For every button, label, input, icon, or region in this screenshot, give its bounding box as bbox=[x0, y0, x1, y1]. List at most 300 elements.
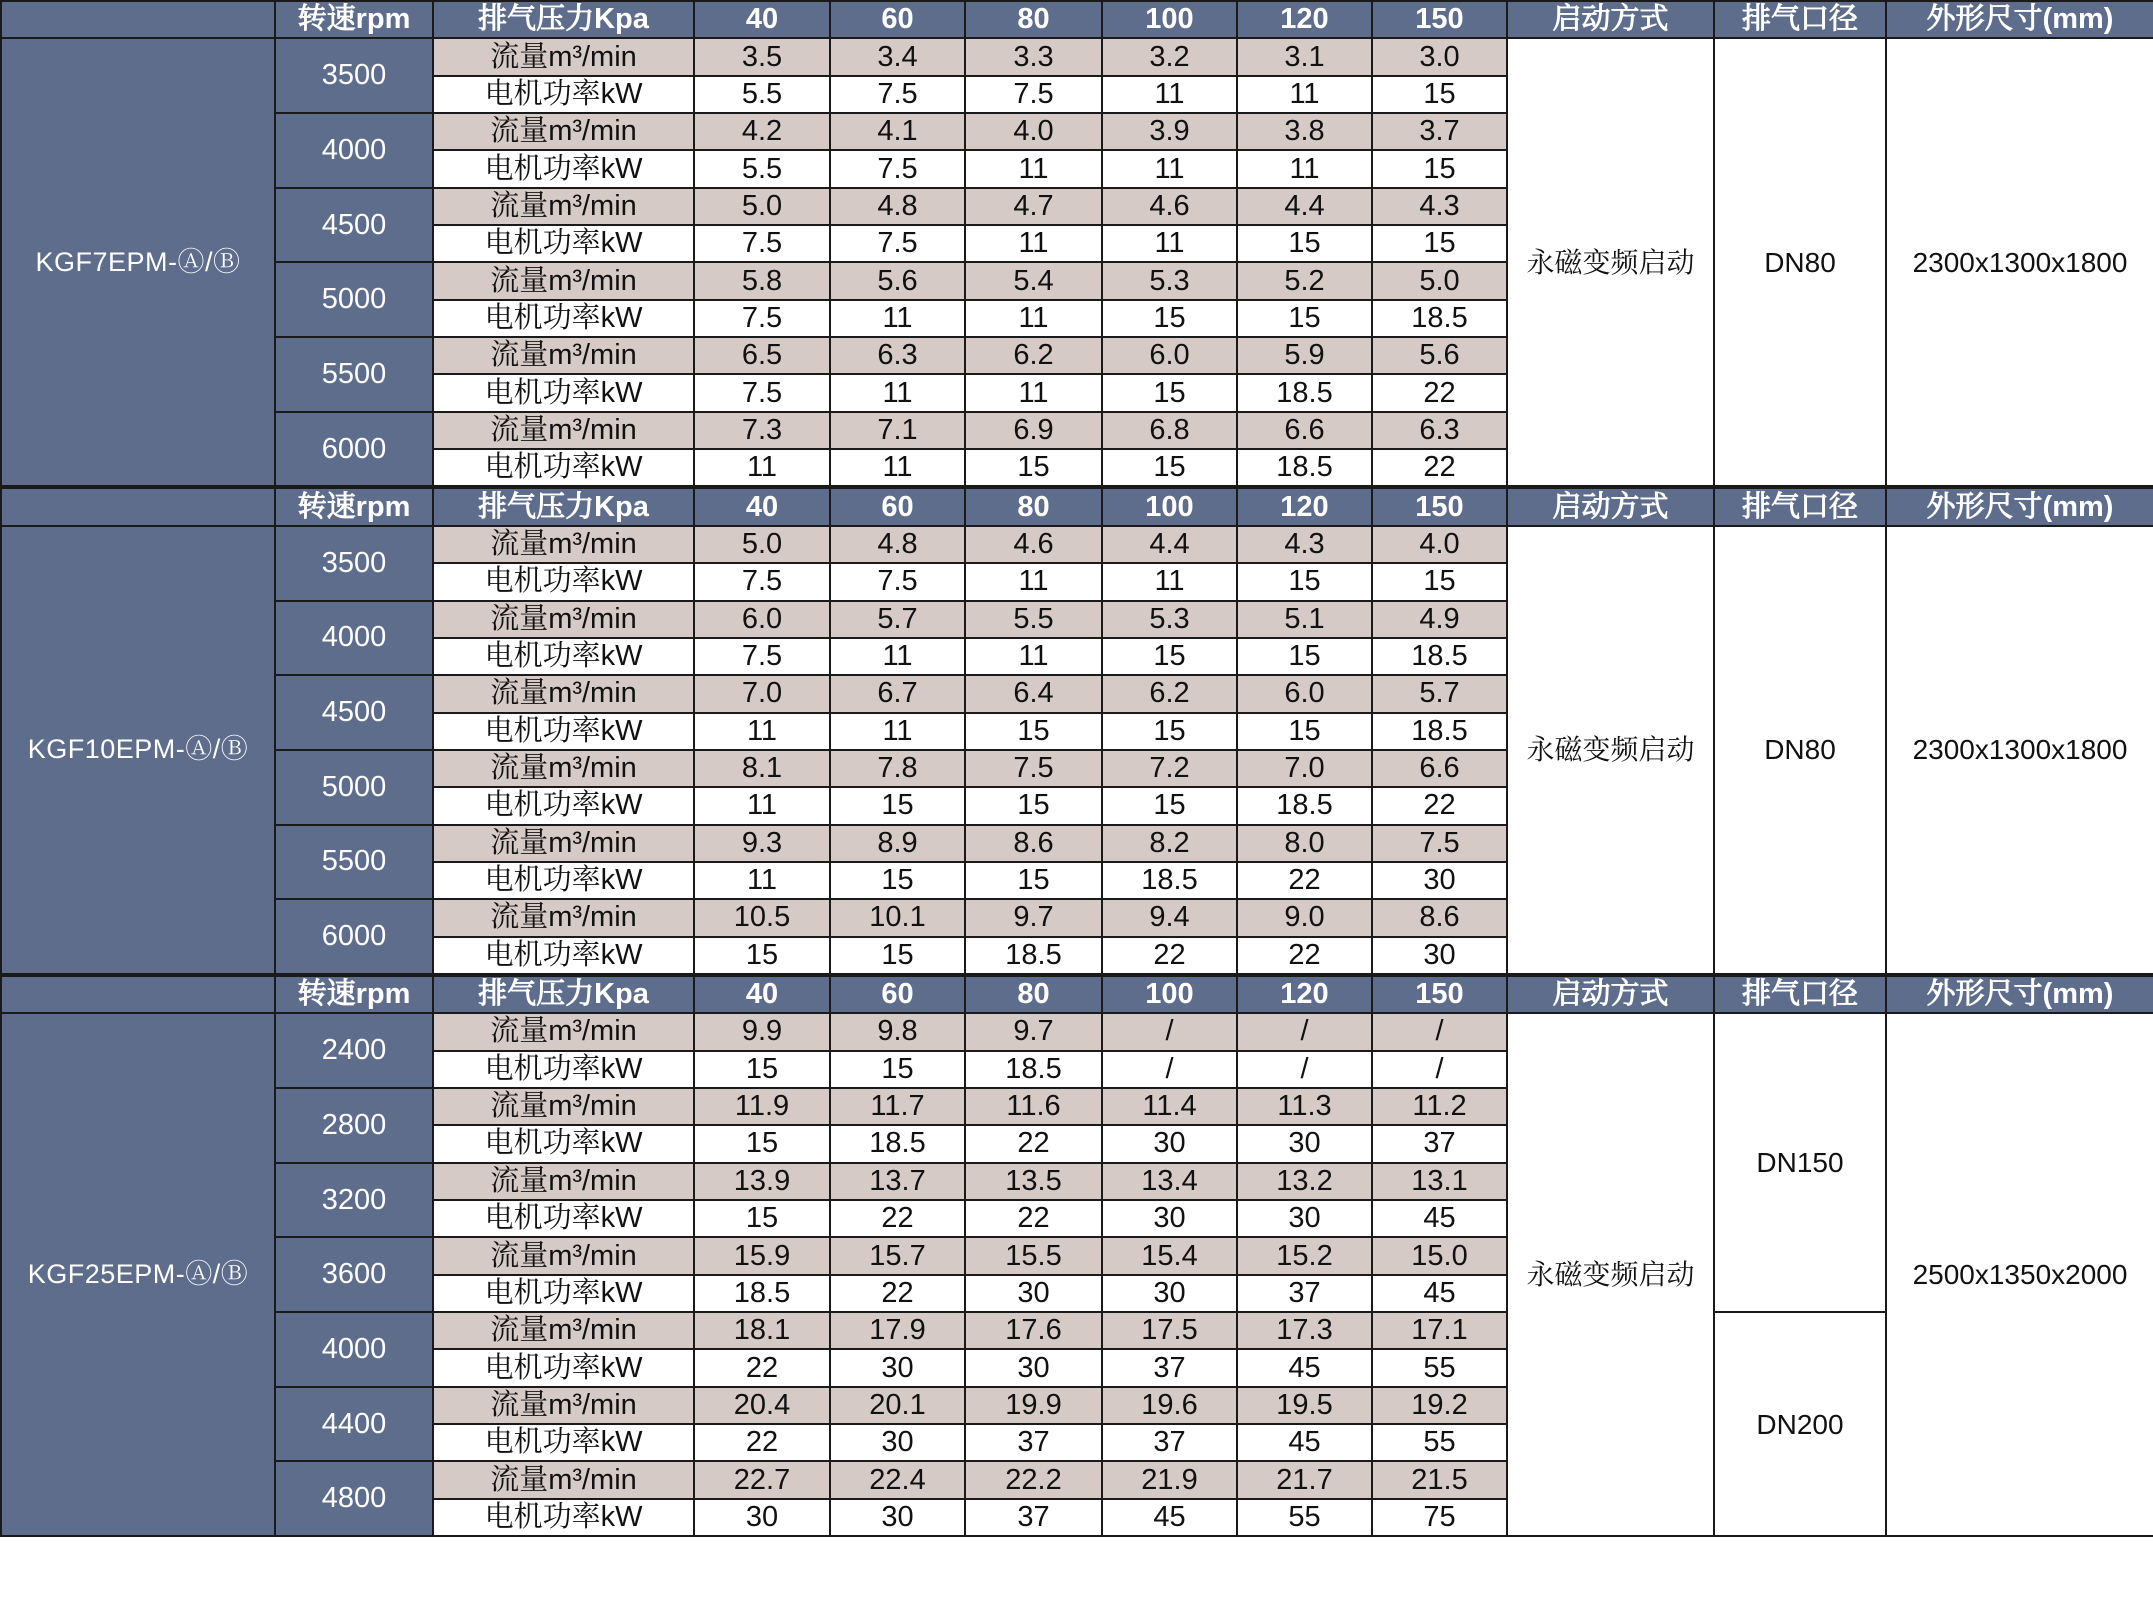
flow-value: 7.2 bbox=[1102, 750, 1237, 787]
flow-label: 流量m³/min bbox=[433, 262, 694, 299]
flow-row bbox=[1, 1312, 2153, 1349]
flow-value: 21.9 bbox=[1102, 1461, 1237, 1498]
flow-value: 3.7 bbox=[1372, 113, 1507, 150]
flow-value: 4.9 bbox=[1372, 601, 1507, 638]
power-value: 7.5 bbox=[830, 76, 965, 113]
power-value: 15 bbox=[694, 1125, 830, 1162]
flow-value: 13.4 bbox=[1102, 1163, 1237, 1200]
outlet-value: DN80 bbox=[1714, 526, 1886, 975]
power-value: 15 bbox=[1237, 563, 1372, 600]
flow-value: 9.9 bbox=[694, 1013, 830, 1050]
power-value: 45 bbox=[1237, 1349, 1372, 1386]
header-row bbox=[1, 1, 2153, 38]
speed-rpm: 4800 bbox=[275, 1461, 433, 1536]
flow-value: 5.2 bbox=[1237, 262, 1372, 299]
power-value: 45 bbox=[1237, 1424, 1372, 1461]
power-value: 15 bbox=[965, 713, 1102, 750]
flow-value: 22.7 bbox=[694, 1461, 830, 1498]
outlet-value: DN150 bbox=[1714, 1013, 1886, 1312]
flow-value: 17.9 bbox=[830, 1312, 965, 1349]
flow-value: 6.3 bbox=[1372, 412, 1507, 449]
speed-rpm: 3500 bbox=[275, 526, 433, 601]
flow-value: 13.1 bbox=[1372, 1163, 1507, 1200]
header-pressure-value: 80 bbox=[965, 1, 1102, 38]
flow-label: 流量m³/min bbox=[433, 1163, 694, 1200]
power-label: 电机功率kW bbox=[433, 1349, 694, 1386]
flow-value: 4.2 bbox=[694, 113, 830, 150]
flow-value: 6.7 bbox=[830, 675, 965, 712]
header-speed: 转速rpm bbox=[275, 487, 433, 525]
power-value: 15 bbox=[830, 787, 965, 824]
power-value: 15 bbox=[1102, 638, 1237, 675]
power-value: 7.5 bbox=[965, 76, 1102, 113]
flow-row bbox=[1, 1013, 2153, 1050]
power-label: 电机功率kW bbox=[433, 713, 694, 750]
power-value: 55 bbox=[1372, 1424, 1507, 1461]
power-label: 电机功率kW bbox=[433, 1275, 694, 1312]
power-value: 18.5 bbox=[1372, 300, 1507, 337]
power-value: 15 bbox=[830, 937, 965, 975]
power-value: 30 bbox=[965, 1349, 1102, 1386]
flow-label: 流量m³/min bbox=[433, 1387, 694, 1424]
flow-value: 5.0 bbox=[694, 188, 830, 225]
header-blank-cell bbox=[1, 487, 275, 525]
power-value: / bbox=[1372, 1051, 1507, 1088]
speed-rpm: 5000 bbox=[275, 262, 433, 337]
flow-label: 流量m³/min bbox=[433, 38, 694, 75]
power-value: 18.5 bbox=[965, 1051, 1102, 1088]
flow-value: 17.3 bbox=[1237, 1312, 1372, 1349]
flow-label: 流量m³/min bbox=[433, 750, 694, 787]
speed-rpm: 4500 bbox=[275, 675, 433, 750]
flow-value: 15.4 bbox=[1102, 1237, 1237, 1274]
flow-value: 11.6 bbox=[965, 1088, 1102, 1125]
flow-value: 3.2 bbox=[1102, 38, 1237, 75]
power-value: 15 bbox=[965, 787, 1102, 824]
flow-value: 6.0 bbox=[694, 601, 830, 638]
power-value: 11 bbox=[830, 713, 965, 750]
dimensions-value: 2300x1300x1800 bbox=[1886, 526, 2153, 975]
power-label: 电机功率kW bbox=[433, 225, 694, 262]
power-label: 电机功率kW bbox=[433, 563, 694, 600]
power-value: 55 bbox=[1237, 1499, 1372, 1536]
power-value: 7.5 bbox=[694, 300, 830, 337]
flow-value: 5.1 bbox=[1237, 601, 1372, 638]
flow-value: 8.2 bbox=[1102, 825, 1237, 862]
header-pressure-value: 100 bbox=[1102, 487, 1237, 525]
power-value: 11 bbox=[965, 638, 1102, 675]
flow-value: 19.6 bbox=[1102, 1387, 1237, 1424]
power-value: 15 bbox=[1102, 374, 1237, 411]
flow-value: 7.8 bbox=[830, 750, 965, 787]
speed-rpm: 3500 bbox=[275, 38, 433, 113]
flow-value: 11.2 bbox=[1372, 1088, 1507, 1125]
power-value: 22 bbox=[830, 1275, 965, 1312]
power-value: 15 bbox=[1372, 150, 1507, 187]
flow-value: 15.5 bbox=[965, 1237, 1102, 1274]
header-dimensions: 外形尺寸(mm) bbox=[1886, 975, 2153, 1013]
power-value: 75 bbox=[1372, 1499, 1507, 1536]
flow-label: 流量m³/min bbox=[433, 1088, 694, 1125]
power-value: 11 bbox=[965, 300, 1102, 337]
power-value: 7.5 bbox=[694, 563, 830, 600]
flow-value: 5.0 bbox=[694, 526, 830, 563]
flow-value: 5.8 bbox=[694, 262, 830, 299]
header-pressure-value: 60 bbox=[830, 1, 965, 38]
flow-value: 8.9 bbox=[830, 825, 965, 862]
flow-value: 19.9 bbox=[965, 1387, 1102, 1424]
power-label: 电机功率kW bbox=[433, 638, 694, 675]
flow-value: 9.8 bbox=[830, 1013, 965, 1050]
flow-value: 8.6 bbox=[1372, 899, 1507, 936]
power-label: 电机功率kW bbox=[433, 76, 694, 113]
flow-value: 8.0 bbox=[1237, 825, 1372, 862]
header-dimensions: 外形尺寸(mm) bbox=[1886, 487, 2153, 525]
power-value: 11 bbox=[1102, 563, 1237, 600]
flow-value: 9.7 bbox=[965, 899, 1102, 936]
flow-value: 11.3 bbox=[1237, 1088, 1372, 1125]
flow-value: 6.6 bbox=[1237, 412, 1372, 449]
flow-row bbox=[1, 526, 2153, 563]
header-pressure-value: 120 bbox=[1237, 1, 1372, 38]
header-pressure: 排气压力Kpa bbox=[433, 975, 694, 1013]
speed-rpm: 4500 bbox=[275, 188, 433, 263]
header-pressure-value: 60 bbox=[830, 975, 965, 1013]
power-value: 30 bbox=[1237, 1125, 1372, 1162]
power-value: 45 bbox=[1372, 1200, 1507, 1237]
power-value: 22 bbox=[830, 1200, 965, 1237]
power-value: 11 bbox=[1102, 225, 1237, 262]
flow-value: 6.4 bbox=[965, 675, 1102, 712]
power-value: 30 bbox=[694, 1499, 830, 1536]
flow-value: 3.1 bbox=[1237, 38, 1372, 75]
flow-value: 17.1 bbox=[1372, 1312, 1507, 1349]
power-label: 电机功率kW bbox=[433, 1200, 694, 1237]
model-name: KGF25EPM-Ⓐ/Ⓑ bbox=[1, 1013, 275, 1536]
power-value: 22 bbox=[1372, 449, 1507, 487]
header-pressure-value: 40 bbox=[694, 1, 830, 38]
flow-label: 流量m³/min bbox=[433, 412, 694, 449]
header-pressure-value: 100 bbox=[1102, 1, 1237, 38]
power-value: 55 bbox=[1372, 1349, 1507, 1386]
header-pressure-value: 60 bbox=[830, 487, 965, 525]
power-value: 22 bbox=[965, 1125, 1102, 1162]
speed-rpm: 4000 bbox=[275, 601, 433, 676]
flow-value: 5.3 bbox=[1102, 262, 1237, 299]
power-label: 电机功率kW bbox=[433, 1424, 694, 1461]
power-value: 11 bbox=[1237, 150, 1372, 187]
power-value: 7.5 bbox=[830, 150, 965, 187]
flow-value: 6.2 bbox=[965, 337, 1102, 374]
flow-label: 流量m³/min bbox=[433, 1461, 694, 1498]
power-value: 37 bbox=[1372, 1125, 1507, 1162]
flow-value: 3.8 bbox=[1237, 113, 1372, 150]
speed-rpm: 3200 bbox=[275, 1163, 433, 1238]
flow-label: 流量m³/min bbox=[433, 825, 694, 862]
power-value: 11 bbox=[830, 374, 965, 411]
power-value: 30 bbox=[1102, 1125, 1237, 1162]
flow-value: 6.9 bbox=[965, 412, 1102, 449]
power-value: 22 bbox=[694, 1349, 830, 1386]
flow-value: 5.7 bbox=[830, 601, 965, 638]
header-pressure-value: 120 bbox=[1237, 975, 1372, 1013]
header-start-mode: 启动方式 bbox=[1507, 1, 1714, 38]
header-start-mode: 启动方式 bbox=[1507, 487, 1714, 525]
flow-value: 8.6 bbox=[965, 825, 1102, 862]
dimensions-value: 2300x1300x1800 bbox=[1886, 38, 2153, 487]
power-value: 11 bbox=[694, 449, 830, 487]
power-value: 30 bbox=[965, 1275, 1102, 1312]
power-value: 22 bbox=[1372, 374, 1507, 411]
speed-rpm: 6000 bbox=[275, 899, 433, 975]
power-value: 30 bbox=[1372, 862, 1507, 899]
power-value: 22 bbox=[1237, 937, 1372, 975]
header-pressure-value: 40 bbox=[694, 487, 830, 525]
power-value: 11 bbox=[830, 300, 965, 337]
flow-value: 4.4 bbox=[1237, 188, 1372, 225]
flow-label: 流量m³/min bbox=[433, 899, 694, 936]
speed-rpm: 5500 bbox=[275, 337, 433, 412]
flow-value: 7.5 bbox=[965, 750, 1102, 787]
power-value: / bbox=[1102, 1051, 1237, 1088]
power-value: 18.5 bbox=[694, 1275, 830, 1312]
flow-value: 7.0 bbox=[1237, 750, 1372, 787]
flow-value: 10.1 bbox=[830, 899, 965, 936]
flow-row bbox=[1, 38, 2153, 75]
flow-value: 21.5 bbox=[1372, 1461, 1507, 1498]
power-value: 22 bbox=[1237, 862, 1372, 899]
header-row bbox=[1, 975, 2153, 1013]
flow-value: 15.7 bbox=[830, 1237, 965, 1274]
header-pressure: 排气压力Kpa bbox=[433, 1, 694, 38]
power-value: 15 bbox=[830, 862, 965, 899]
power-label: 电机功率kW bbox=[433, 449, 694, 487]
flow-value: 5.7 bbox=[1372, 675, 1507, 712]
flow-value: 4.6 bbox=[965, 526, 1102, 563]
power-value: 30 bbox=[830, 1424, 965, 1461]
flow-value: 11.9 bbox=[694, 1088, 830, 1125]
power-value: 15 bbox=[1102, 713, 1237, 750]
power-value: 15 bbox=[965, 449, 1102, 487]
power-value: 18.5 bbox=[965, 937, 1102, 975]
power-value: 11 bbox=[1102, 76, 1237, 113]
power-value: 22 bbox=[1372, 787, 1507, 824]
header-pressure-value: 150 bbox=[1372, 1, 1507, 38]
power-value: 15 bbox=[1237, 300, 1372, 337]
header-pressure-value: 150 bbox=[1372, 487, 1507, 525]
flow-value: 6.3 bbox=[830, 337, 965, 374]
power-label: 电机功率kW bbox=[433, 300, 694, 337]
power-value: 18.5 bbox=[1372, 638, 1507, 675]
power-value: 30 bbox=[830, 1499, 965, 1536]
flow-label: 流量m³/min bbox=[433, 337, 694, 374]
flow-value: 9.3 bbox=[694, 825, 830, 862]
power-value: 15 bbox=[1237, 638, 1372, 675]
header-pressure-value: 40 bbox=[694, 975, 830, 1013]
flow-value: 5.0 bbox=[1372, 262, 1507, 299]
flow-value: 4.7 bbox=[965, 188, 1102, 225]
flow-value: 13.9 bbox=[694, 1163, 830, 1200]
power-value: 22 bbox=[1102, 937, 1237, 975]
power-value: 15 bbox=[830, 1051, 965, 1088]
dimensions-value: 2500x1350x2000 bbox=[1886, 1013, 2153, 1536]
model-name: KGF7EPM-Ⓐ/Ⓑ bbox=[1, 38, 275, 487]
power-value: 30 bbox=[1237, 1200, 1372, 1237]
power-value: 11 bbox=[694, 862, 830, 899]
power-value: 18.5 bbox=[1237, 787, 1372, 824]
power-label: 电机功率kW bbox=[433, 1499, 694, 1536]
power-value: 18.5 bbox=[1237, 374, 1372, 411]
power-value: 11 bbox=[1237, 76, 1372, 113]
speed-rpm: 4400 bbox=[275, 1387, 433, 1462]
header-pressure-value: 150 bbox=[1372, 975, 1507, 1013]
power-value: 37 bbox=[1102, 1424, 1237, 1461]
header-pressure-value: 120 bbox=[1237, 487, 1372, 525]
flow-value: 4.3 bbox=[1372, 188, 1507, 225]
header-outlet: 排气口径 bbox=[1714, 487, 1886, 525]
header-outlet: 排气口径 bbox=[1714, 975, 1886, 1013]
power-value: 37 bbox=[1102, 1349, 1237, 1386]
flow-value: / bbox=[1102, 1013, 1237, 1050]
power-value: 18.5 bbox=[1372, 713, 1507, 750]
flow-value: 4.3 bbox=[1237, 526, 1372, 563]
power-value: 18.5 bbox=[1102, 862, 1237, 899]
power-value: 15 bbox=[1102, 787, 1237, 824]
flow-label: 流量m³/min bbox=[433, 1237, 694, 1274]
header-blank-cell bbox=[1, 1, 275, 38]
power-value: 11 bbox=[830, 449, 965, 487]
power-value: 5.5 bbox=[694, 76, 830, 113]
flow-value: 22.2 bbox=[965, 1461, 1102, 1498]
start-mode-value: 永磁变频启动 bbox=[1507, 38, 1714, 487]
flow-value: 13.7 bbox=[830, 1163, 965, 1200]
power-value: 11 bbox=[1102, 150, 1237, 187]
flow-value: 21.7 bbox=[1237, 1461, 1372, 1498]
flow-value: 13.2 bbox=[1237, 1163, 1372, 1200]
flow-value: 3.5 bbox=[694, 38, 830, 75]
power-value: 11 bbox=[965, 374, 1102, 411]
flow-value: 5.3 bbox=[1102, 601, 1237, 638]
flow-value: 5.6 bbox=[1372, 337, 1507, 374]
flow-value: 15.0 bbox=[1372, 1237, 1507, 1274]
header-pressure-value: 80 bbox=[965, 975, 1102, 1013]
power-value: 11 bbox=[965, 150, 1102, 187]
flow-label: 流量m³/min bbox=[433, 601, 694, 638]
power-value: 15 bbox=[1237, 713, 1372, 750]
flow-value: 10.5 bbox=[694, 899, 830, 936]
header-pressure-value: 80 bbox=[965, 487, 1102, 525]
flow-value: 9.7 bbox=[965, 1013, 1102, 1050]
power-value: 15 bbox=[694, 937, 830, 975]
flow-value: 17.5 bbox=[1102, 1312, 1237, 1349]
flow-label: 流量m³/min bbox=[433, 675, 694, 712]
flow-value: 5.6 bbox=[830, 262, 965, 299]
header-pressure-value: 100 bbox=[1102, 975, 1237, 1013]
speed-rpm: 4000 bbox=[275, 1312, 433, 1387]
flow-value: 19.5 bbox=[1237, 1387, 1372, 1424]
speed-rpm: 3600 bbox=[275, 1237, 433, 1312]
flow-label: 流量m³/min bbox=[433, 1013, 694, 1050]
flow-value: 9.4 bbox=[1102, 899, 1237, 936]
power-value: 15 bbox=[694, 1200, 830, 1237]
flow-value: 6.0 bbox=[1237, 675, 1372, 712]
header-dimensions: 外形尺寸(mm) bbox=[1886, 1, 2153, 38]
power-value: 11 bbox=[965, 563, 1102, 600]
flow-value: 15.9 bbox=[694, 1237, 830, 1274]
power-value: 11 bbox=[694, 787, 830, 824]
flow-value: 3.4 bbox=[830, 38, 965, 75]
flow-value: 6.0 bbox=[1102, 337, 1237, 374]
power-value: 37 bbox=[965, 1499, 1102, 1536]
power-value: 30 bbox=[830, 1349, 965, 1386]
header-row bbox=[1, 487, 2153, 525]
speed-rpm: 2800 bbox=[275, 1088, 433, 1163]
model-name: KGF10EPM-Ⓐ/Ⓑ bbox=[1, 526, 275, 975]
power-value: 45 bbox=[1372, 1275, 1507, 1312]
power-value: / bbox=[1237, 1051, 1372, 1088]
flow-value: 20.1 bbox=[830, 1387, 965, 1424]
power-label: 电机功率kW bbox=[433, 1051, 694, 1088]
flow-value: 11.7 bbox=[830, 1088, 965, 1125]
power-value: 15 bbox=[1372, 76, 1507, 113]
power-value: 22 bbox=[694, 1424, 830, 1461]
flow-value: 17.6 bbox=[965, 1312, 1102, 1349]
power-label: 电机功率kW bbox=[433, 787, 694, 824]
power-value: 11 bbox=[830, 638, 965, 675]
outlet-value: DN80 bbox=[1714, 38, 1886, 487]
power-value: 11 bbox=[694, 713, 830, 750]
flow-value: 7.0 bbox=[694, 675, 830, 712]
flow-value: 7.3 bbox=[694, 412, 830, 449]
power-value: 7.5 bbox=[694, 374, 830, 411]
power-value: 5.5 bbox=[694, 150, 830, 187]
flow-label: 流量m³/min bbox=[433, 1312, 694, 1349]
power-value: 7.5 bbox=[694, 638, 830, 675]
power-value: 7.5 bbox=[694, 225, 830, 262]
power-value: 15 bbox=[1372, 563, 1507, 600]
outlet-value: DN200 bbox=[1714, 1312, 1886, 1536]
flow-value: 7.1 bbox=[830, 412, 965, 449]
power-label: 电机功率kW bbox=[433, 1125, 694, 1162]
flow-label: 流量m³/min bbox=[433, 188, 694, 225]
speed-rpm: 5500 bbox=[275, 825, 433, 900]
flow-value: 18.1 bbox=[694, 1312, 830, 1349]
flow-value: / bbox=[1237, 1013, 1372, 1050]
header-speed: 转速rpm bbox=[275, 1, 433, 38]
flow-value: 4.4 bbox=[1102, 526, 1237, 563]
speed-rpm: 6000 bbox=[275, 412, 433, 488]
power-value: 7.5 bbox=[830, 225, 965, 262]
flow-value: 20.4 bbox=[694, 1387, 830, 1424]
header-start-mode: 启动方式 bbox=[1507, 975, 1714, 1013]
flow-value: 9.0 bbox=[1237, 899, 1372, 936]
power-value: 15 bbox=[1237, 225, 1372, 262]
power-value: 30 bbox=[1372, 937, 1507, 975]
power-value: 15 bbox=[1102, 300, 1237, 337]
flow-value: 8.1 bbox=[694, 750, 830, 787]
flow-value: 4.6 bbox=[1102, 188, 1237, 225]
power-value: 30 bbox=[1102, 1200, 1237, 1237]
flow-value: 5.4 bbox=[965, 262, 1102, 299]
power-value: 18.5 bbox=[830, 1125, 965, 1162]
power-value: 30 bbox=[1102, 1275, 1237, 1312]
flow-value: 4.0 bbox=[965, 113, 1102, 150]
header-speed: 转速rpm bbox=[275, 975, 433, 1013]
power-value: 18.5 bbox=[1237, 449, 1372, 487]
start-mode-value: 永磁变频启动 bbox=[1507, 526, 1714, 975]
flow-value: 4.8 bbox=[830, 526, 965, 563]
power-label: 电机功率kW bbox=[433, 937, 694, 975]
